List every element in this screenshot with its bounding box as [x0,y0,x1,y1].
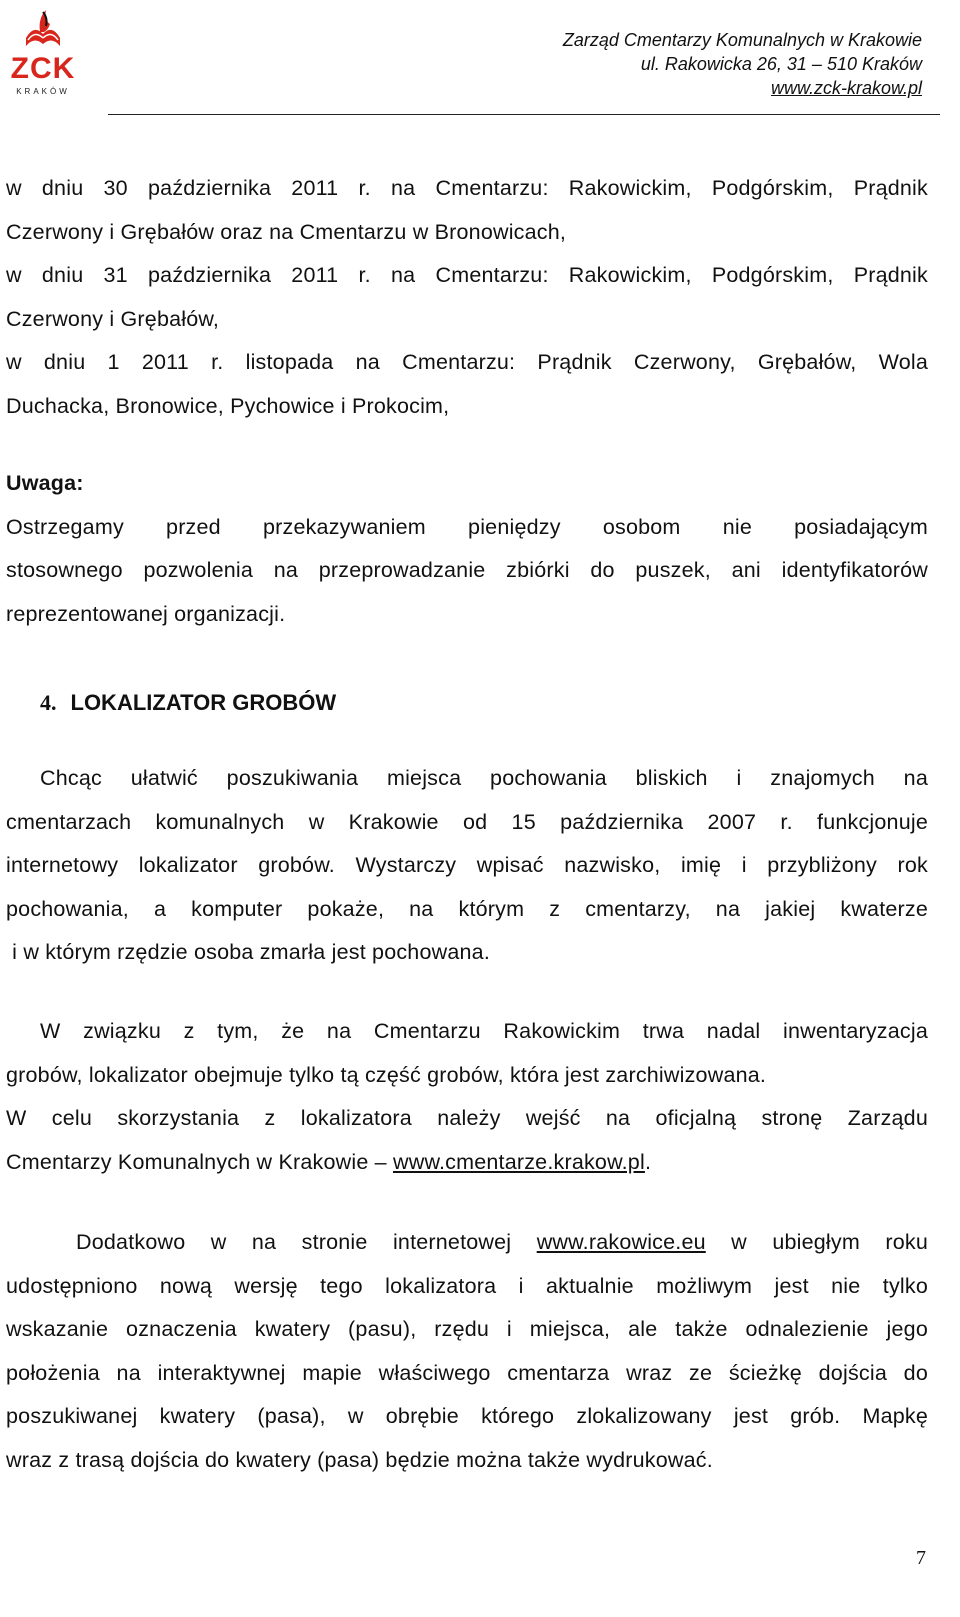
paragraph-line: grobów, lokalizator obejmuje tylko tą część grobów, która jest zarchiwizowana. [6,1062,767,1087]
paragraph-line: i w którym rzędzie osoba zmarła jest pochowana. [6,940,490,964]
paragraph-line: W celu skorzystania z lokalizatora należy wejść na oficjalną stronę Zarządu [6,1106,928,1130]
paragraph-line: położenia na interaktywnej mapie właściwego cmentarza wraz ze ścieżkę dojścia do [6,1360,928,1385]
warning-line: Ostrzegamy przed przekazywaniem pieniędzy osobom nie posiadającym [6,514,928,539]
zck-logo [4,4,82,98]
paragraph-line [6,1221,928,1265]
page-number: 7 [916,1547,926,1569]
paragraph-line: pochowania, a komputer pokaże, na którym z cmentarzy, na jakiej kwaterze [6,896,928,921]
header-org-name: Zarząd Cmentarzy Komunalnych w Krakowie [562,30,922,50]
section-title: LOKALIZATOR GROBÓW [70,690,337,715]
page-header [563,28,922,100]
cmentarze-krakow-link[interactable]: www.cmentarze.krakow.pl [393,1149,645,1174]
logo-text: ZCK [10,52,76,85]
paragraph-lokalizator [6,757,928,975]
paragraph-line: Chcąc ułatwić poszukiwania miejsca pochowania bliskich i znajomych na [40,766,928,790]
paragraph-line: wskazanie oznaczenia kwatery (pasu), rzędu i miejsca, ale także odnalezienie jego [6,1317,928,1341]
paragraph-line: udostępniono nową wersję tego lokalizatora i aktualnie możliwym jest nie tylko [6,1273,928,1298]
warning-line: reprezentowanej organizacji. [6,601,286,626]
intro-line: w dniu 1 2011 r. listopada na Cmentarzu: Prądnik Czerwony, Grębałów, Wola [6,350,928,374]
intro-line: Czerwony i Grębałów oraz na Cmentarzu w Bronowicach, [6,219,567,244]
warning-label: Uwaga: [6,471,84,495]
intro-line: w dniu 30 października 2011 r. na Cmentarzu: Rakowickim, Podgórskim, Prądnik [6,176,928,200]
intro-line: w dniu 31 października 2011 r. na Cmentarzu: Rakowickim, Podgórskim, Prądnik [6,263,928,287]
warning-block [6,462,928,636]
paragraph-line: internetowy lokalizator grobów. Wystarczy wpisać nazwisko, imię i przybliżony rok [6,853,928,877]
paragraph-line: W związku z tym, że na Cmentarzu Rakowickim trwa nadal inwentaryzacja [40,1019,928,1043]
paragraph-inwentaryzacja [6,1010,928,1184]
rakowice-link[interactable]: www.rakowice.eu [536,1230,706,1254]
paragraph-line: poszukiwanej kwatery (pasa), w obrębie którego zlokalizowany jest grób. Mapkę [6,1404,928,1428]
intro-block [6,167,928,428]
header-website-link[interactable]: www.zck-krakow.pl [770,78,922,98]
paragraph-line: wraz z trasą dojścia do kwatery (pasa) będzie można także wydrukować. [6,1447,713,1472]
intro-line: Czerwony i Grębałów, [6,306,220,331]
logo-subtext: KRAKÓW [16,87,70,96]
paragraph-rakowice [6,1221,928,1482]
warning-line: stosownego pozwolenia na przeprowadzanie zbiórki do puszek, ani identyfikatorów [6,558,928,582]
paragraph-text: w ubiegłym roku [705,1230,928,1254]
intro-line: Duchacka, Bronowice, Pychowice i Prokocim, [6,393,450,418]
paragraph-line [6,1141,928,1185]
paragraph-text: Cmentarzy Komunalnych w Krakowie – [6,1149,393,1174]
header-divider [108,114,940,115]
section-heading [40,690,336,716]
paragraph-line: cmentarzach komunalnych w Krakowie od 15 października 2007 r. funkcjonuje [6,809,928,834]
paragraph-text: Dodatkowo w na stronie internetowej [76,1230,537,1254]
header-address: ul. Rakowicka 26, 31 – 510 Kraków [640,54,922,74]
section-number: 4. [40,690,57,715]
paragraph-text: . [644,1149,652,1174]
